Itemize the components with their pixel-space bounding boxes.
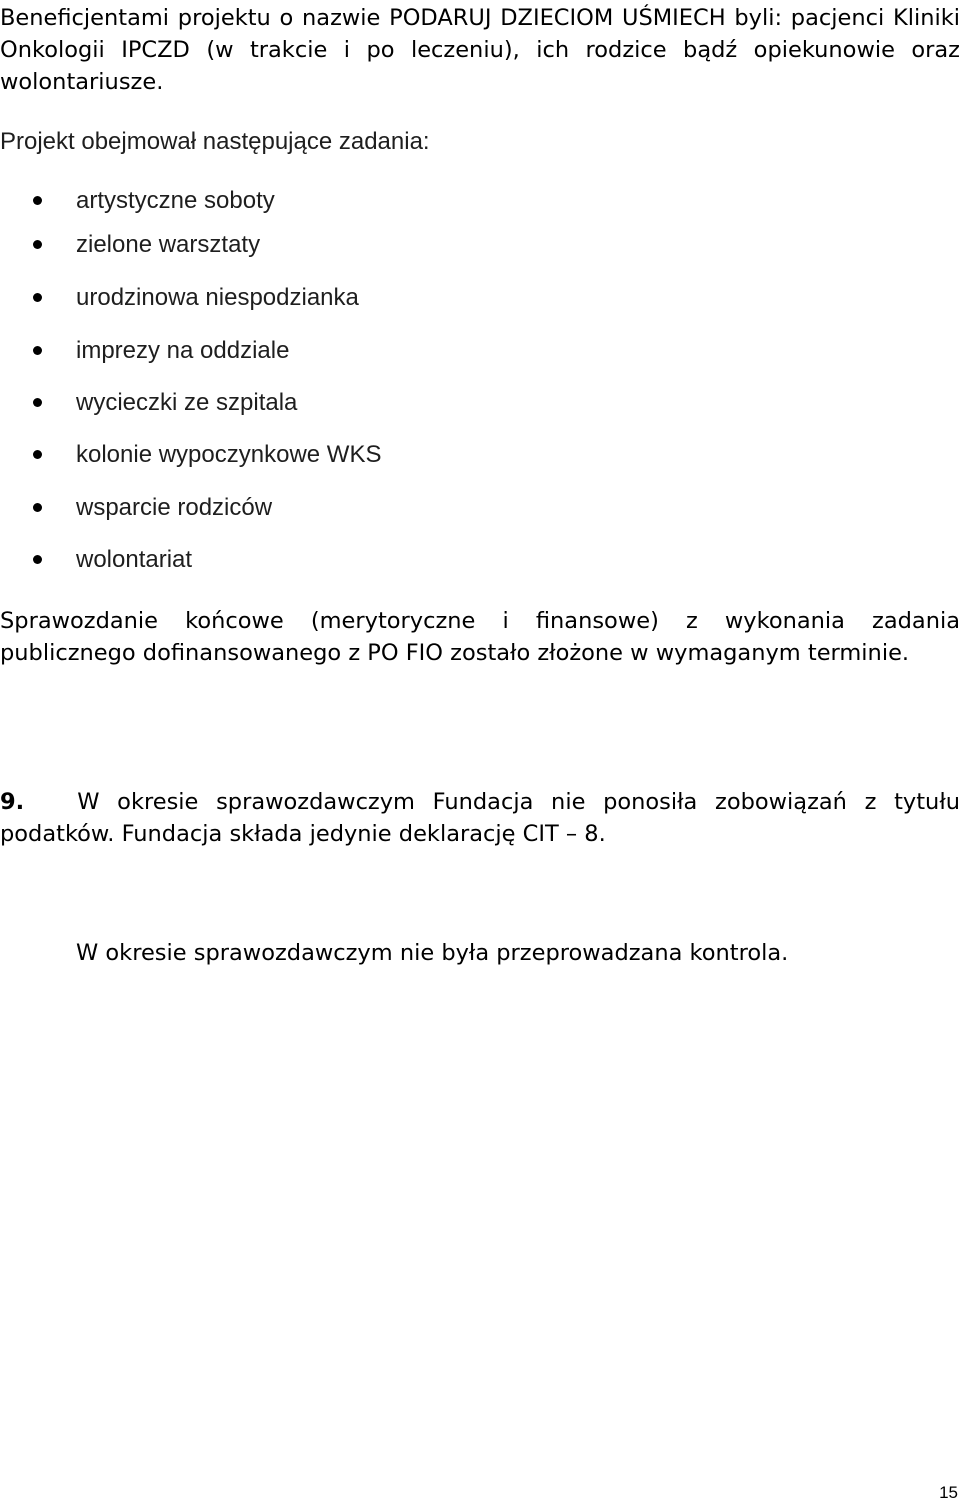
- list-item: [0, 282, 700, 314]
- bullet-icon: [33, 240, 42, 249]
- section-9-paragraph: [0, 786, 960, 850]
- list-item: [0, 439, 700, 471]
- task-label: wsparcie rodziców: [76, 494, 273, 521]
- task-label: artystyczne soboty: [76, 187, 275, 214]
- task-label: wolontariat: [76, 546, 193, 573]
- list-item: [0, 492, 700, 524]
- section-number: 9.: [0, 789, 25, 815]
- task-label: wycieczki ze szpitala: [76, 389, 298, 416]
- task-label: urodzinowa niespodzianka: [76, 284, 359, 311]
- list-item: [0, 387, 700, 419]
- list-item: [0, 335, 700, 367]
- bullet-icon: [33, 293, 42, 302]
- list-item: [0, 229, 700, 261]
- page-number: 15: [939, 1483, 958, 1502]
- section-gap: [24, 789, 77, 815]
- bullet-icon: [33, 450, 42, 459]
- task-label: kolonie wypoczynkowe WKS: [76, 441, 382, 468]
- bullet-icon: [33, 346, 42, 355]
- bullet-icon: [33, 196, 42, 205]
- section-9-text: W okresie sprawozdawczym Fundacja nie ponosiła zobowiązań z tytułu podatków. Fundacja składa jedynie deklarację CIT – 8.: [0, 789, 960, 847]
- bullet-icon: [33, 503, 42, 512]
- task-label: imprezy na oddziale: [76, 337, 290, 364]
- bullet-icon: [33, 555, 42, 564]
- list-item: [0, 185, 700, 217]
- tasks-lead: Projekt obejmował następujące zadania:: [0, 128, 430, 155]
- report-paragraph: Sprawozdanie końcowe (merytoryczne i finansowe) z wykonania zadania publicznego dofinansowanego z PO FIO zostało złożone w wymaganym terminie.: [0, 608, 960, 666]
- list-item: [0, 544, 700, 576]
- control-paragraph: W okresie sprawozdawczym nie była przeprowadzana kontrola.: [76, 940, 789, 966]
- bullet-icon: [33, 398, 42, 407]
- task-label: zielone warsztaty: [76, 231, 261, 258]
- beneficiaries-paragraph: Beneficjentami projektu o nazwie PODARUJ DZIECIOM UŚMIECH byli: pacjenci Kliniki Onkologii IPCZD (w trakcie i po leczeniu), ich rodzice bądź opiekunowie oraz wolontariusze.: [0, 5, 960, 95]
